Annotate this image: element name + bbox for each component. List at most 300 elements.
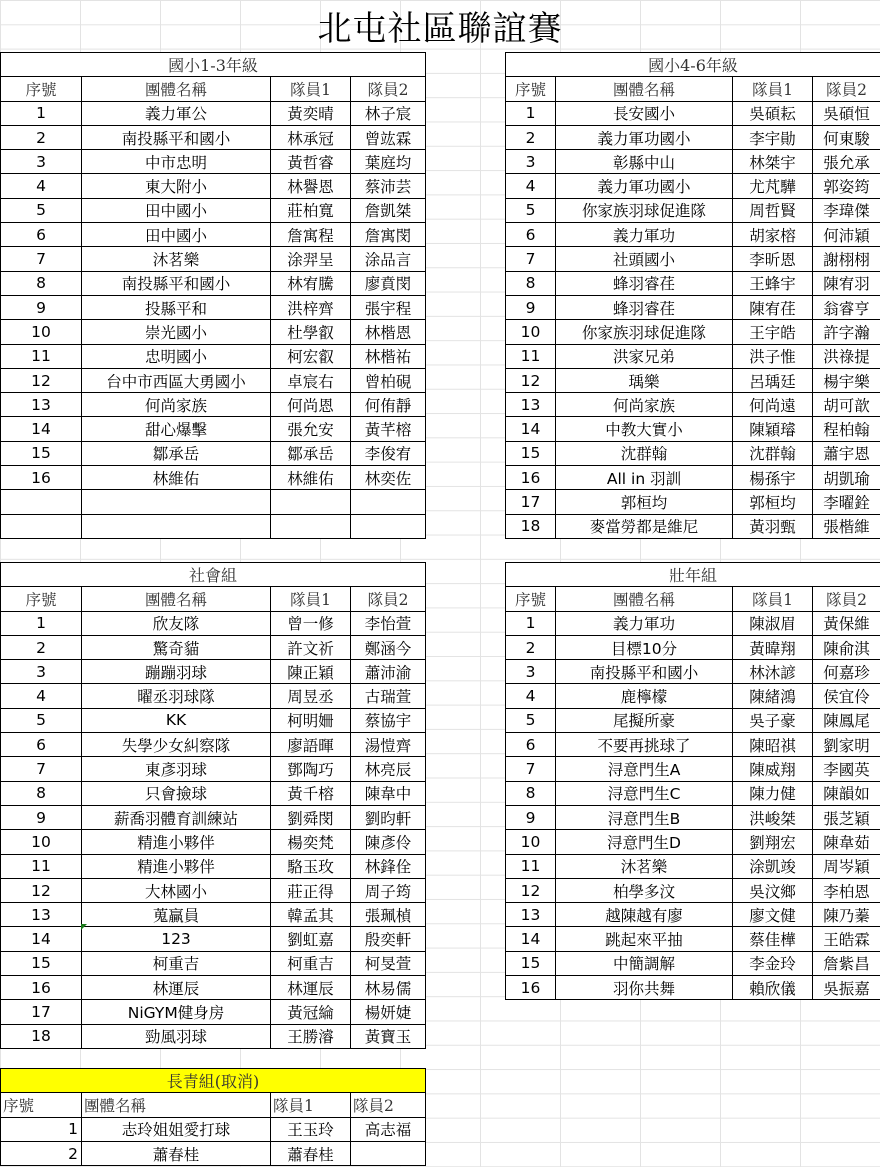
row-number: 12	[1, 878, 82, 902]
member-1: 洪子惟	[733, 344, 813, 368]
row-number: 4	[506, 174, 556, 198]
member-1: 胡家榕	[733, 223, 813, 247]
table-row	[506, 927, 880, 951]
row-number: 8	[506, 271, 556, 295]
header-row	[1, 587, 426, 611]
member-1: 涂羿呈	[271, 247, 351, 271]
table-row	[1, 830, 426, 854]
row-number: 15	[1, 951, 82, 975]
table-row	[506, 223, 880, 247]
group-title: 國小1-3年級	[1, 53, 426, 77]
row-number: 14	[506, 417, 556, 441]
row-number: 5	[506, 708, 556, 732]
team-name: 何尚家族	[82, 393, 271, 417]
member-1: 韓孟其	[271, 903, 351, 927]
table-title-row	[1, 53, 426, 77]
team-name: 義力軍功	[556, 611, 733, 635]
row-number: 14	[1, 417, 82, 441]
member2-header: 隊員2	[351, 77, 426, 101]
member-1: 周昱丞	[271, 684, 351, 708]
row-number: 1	[1, 1117, 82, 1141]
member-2: 何沛穎	[813, 223, 880, 247]
team-name: 沐茗樂	[556, 854, 733, 878]
team-name: 不要再挑球了	[556, 733, 733, 757]
table-row	[1, 1117, 426, 1141]
member-1: 吳子豪	[733, 708, 813, 732]
table-row	[1, 878, 426, 902]
team-name: 社頭國小	[556, 247, 733, 271]
team-name: 失學少女糾察隊	[82, 733, 271, 757]
table-row	[506, 951, 880, 975]
row-number: 16	[1, 976, 82, 1000]
member-2: 張楷維	[813, 514, 880, 538]
member-2: 曾柏硯	[351, 368, 426, 392]
member2-header: 隊員2	[351, 1093, 426, 1117]
member-2: 許字瀚	[813, 320, 880, 344]
row-number: 10	[506, 320, 556, 344]
team-name: 洪家兄弟	[556, 344, 733, 368]
row-number: 8	[1, 781, 82, 805]
row-number: 13	[506, 393, 556, 417]
row-number: 13	[506, 903, 556, 927]
table-row	[506, 854, 880, 878]
table-row	[506, 393, 880, 417]
group-title: 壯年組	[506, 563, 880, 587]
empty-row	[1, 514, 426, 538]
table-row	[1, 805, 426, 829]
member-2: 何嘉珍	[813, 660, 880, 684]
row-number: 2	[1, 125, 82, 149]
team-name: 志玲姐姐愛打球	[82, 1117, 271, 1141]
empty-row	[1, 490, 426, 514]
member-1: 廖文健	[733, 903, 813, 927]
member-2: 林楷祐	[351, 344, 426, 368]
row-number: 5	[1, 198, 82, 222]
row-number: 1	[1, 101, 82, 125]
team-name: 只會撿球	[82, 781, 271, 805]
member-2: 古瑞萱	[351, 684, 426, 708]
row-number: 16	[506, 976, 556, 1000]
row-number: 9	[506, 295, 556, 319]
team-header: 團體名稱	[82, 77, 271, 101]
team-name: 浔意門生D	[556, 830, 733, 854]
table-row	[506, 368, 880, 392]
grade-4-6-table	[505, 52, 880, 539]
member-2: 李瑋傑	[813, 198, 880, 222]
table-row	[506, 320, 880, 344]
table-row	[506, 903, 880, 927]
table-row	[1, 951, 426, 975]
empty-cell	[271, 514, 351, 538]
table-row	[1, 708, 426, 732]
row-number: 7	[1, 247, 82, 271]
member-1: 郭桓均	[733, 490, 813, 514]
member-1: 呂瑀廷	[733, 368, 813, 392]
table-row	[506, 781, 880, 805]
team-header: 團體名稱	[556, 587, 733, 611]
no-header: 序號	[506, 77, 556, 101]
empty-cell	[1, 490, 82, 514]
member-2: 吳碩恒	[813, 101, 880, 125]
row-number: 6	[1, 733, 82, 757]
member-2: 張允承	[813, 150, 880, 174]
member-1: 陳緒鴻	[733, 684, 813, 708]
row-number: 17	[506, 490, 556, 514]
member-1: 劉翔宏	[733, 830, 813, 854]
team-name: 義力軍功國小	[556, 125, 733, 149]
row-number: 11	[506, 854, 556, 878]
member-2: 林易儒	[351, 976, 426, 1000]
team-name: 東彥羽球	[82, 757, 271, 781]
table-row	[1, 684, 426, 708]
table-row	[1, 466, 426, 490]
table-row	[1, 125, 426, 149]
team-name: 瑀樂	[556, 368, 733, 392]
table-row	[506, 466, 880, 490]
table-row	[1, 223, 426, 247]
member-1: 林運辰	[271, 976, 351, 1000]
member-1: 陳威翔	[733, 757, 813, 781]
row-number: 15	[1, 441, 82, 465]
team-name: 浔意門生B	[556, 805, 733, 829]
row-number: 12	[1, 368, 82, 392]
team-name: 你家族羽球促進隊	[556, 198, 733, 222]
no-header: 序號	[506, 587, 556, 611]
member-1: 蕭春桂	[271, 1141, 351, 1165]
group-title: 社會組	[1, 563, 426, 587]
row-number: 7	[506, 247, 556, 271]
member-2: 陳俞淇	[813, 635, 880, 659]
member-1: 洪梓齊	[271, 295, 351, 319]
row-number: 13	[1, 903, 82, 927]
team-name: 你家族羽球促進隊	[556, 320, 733, 344]
row-number: 18	[1, 1024, 82, 1048]
member-1: 陳正穎	[271, 660, 351, 684]
table-row	[1, 1024, 426, 1048]
member-2: 林鋒佺	[351, 854, 426, 878]
table-row	[1, 660, 426, 684]
table-row	[506, 417, 880, 441]
member-2: 蕭沛渝	[351, 660, 426, 684]
empty-cell	[271, 490, 351, 514]
row-number: 12	[506, 878, 556, 902]
member-2: 李怡萱	[351, 611, 426, 635]
team-name: 東大附小	[82, 174, 271, 198]
member-1: 涂凱竣	[733, 854, 813, 878]
row-number: 2	[1, 1141, 82, 1165]
member-2: 劉昀軒	[351, 805, 426, 829]
member-2: 詹凱桀	[351, 198, 426, 222]
member-2: 陳彥伶	[351, 830, 426, 854]
row-number: 10	[1, 830, 82, 854]
member-1: 何尚遠	[733, 393, 813, 417]
table-row	[1, 733, 426, 757]
member-1: 林沐諺	[733, 660, 813, 684]
table-row	[1, 368, 426, 392]
member-2: 陳韋茹	[813, 830, 880, 854]
empty-cell	[351, 490, 426, 514]
team-name: 沈群翰	[556, 441, 733, 465]
member-2: 黃芊榕	[351, 417, 426, 441]
member-2: 柯旻萱	[351, 951, 426, 975]
table-row	[1, 757, 426, 781]
member-2: 陳鳳尾	[813, 708, 880, 732]
table-row	[1, 976, 426, 1000]
row-number: 11	[506, 344, 556, 368]
table-row	[506, 976, 880, 1000]
member-2: 林亮辰	[351, 757, 426, 781]
member-2: 李曜銓	[813, 490, 880, 514]
table-title-row	[506, 53, 880, 77]
table-row	[1, 150, 426, 174]
senior-table	[0, 1068, 426, 1166]
table-row	[1, 101, 426, 125]
member-2: 陳宥羽	[813, 271, 880, 295]
table-row	[506, 490, 880, 514]
team-name: 蜂羽睿荏	[556, 295, 733, 319]
member-1: 楊奕梵	[271, 830, 351, 854]
member1-header: 隊員1	[271, 587, 351, 611]
team-name: 鄒承岳	[82, 441, 271, 465]
member-1: 林宥騰	[271, 271, 351, 295]
row-number: 12	[506, 368, 556, 392]
member-1: 何尚恩	[271, 393, 351, 417]
member-2: 楊妍婕	[351, 1000, 426, 1024]
member-2: 張珮楨	[351, 903, 426, 927]
member-2: 林楷恩	[351, 320, 426, 344]
row-number: 3	[1, 150, 82, 174]
team-name: 投縣平和	[82, 295, 271, 319]
member-1: 廖語暉	[271, 733, 351, 757]
team-name: 田中國小	[82, 223, 271, 247]
row-number: 5	[1, 708, 82, 732]
member-1: 王宇皓	[733, 320, 813, 344]
member-1: 沈群翰	[733, 441, 813, 465]
team-name: 甜心爆擊	[82, 417, 271, 441]
member-2: 侯宜伶	[813, 684, 880, 708]
team-name: 義力軍功國小	[556, 174, 733, 198]
member-2	[351, 1141, 426, 1165]
table-row	[506, 757, 880, 781]
row-number: 11	[1, 854, 82, 878]
team-name: 郭桓均	[556, 490, 733, 514]
team-name: 林維佑	[82, 466, 271, 490]
member1-header: 隊員1	[271, 77, 351, 101]
team-header: 團體名稱	[556, 77, 733, 101]
member-1: 洪峻桀	[733, 805, 813, 829]
team-name: 柏學多汶	[556, 878, 733, 902]
team-name: 彰縣中山	[556, 150, 733, 174]
row-number: 6	[506, 223, 556, 247]
team-name: 南投縣平和國小	[82, 271, 271, 295]
table-row	[1, 295, 426, 319]
team-name: 長安國小	[556, 101, 733, 125]
member-1: 鄧陶巧	[271, 757, 351, 781]
row-number: 16	[506, 466, 556, 490]
member-2: 李俊宥	[351, 441, 426, 465]
member-1: 曾一修	[271, 611, 351, 635]
member1-header: 隊員1	[733, 587, 813, 611]
member-2: 涂品言	[351, 247, 426, 271]
table-row	[1, 635, 426, 659]
member-1: 黃哲睿	[271, 150, 351, 174]
team-name: 精進小夥伴	[82, 830, 271, 854]
table-row	[1, 611, 426, 635]
page-title: 北屯社區聯誼賽	[317, 9, 563, 49]
team-name: 何尚家族	[556, 393, 733, 417]
team-header: 團體名稱	[82, 587, 271, 611]
row-number: 14	[506, 927, 556, 951]
member-1: 駱玉玫	[271, 854, 351, 878]
member-2: 陳韻如	[813, 781, 880, 805]
member-2: 周岑穎	[813, 854, 880, 878]
row-number: 1	[506, 611, 556, 635]
member-2: 詹紫昌	[813, 951, 880, 975]
member-1: 莊正得	[271, 878, 351, 902]
table-row	[506, 344, 880, 368]
table-title-row	[1, 563, 426, 587]
member2-header: 隊員2	[813, 587, 880, 611]
member-2: 蔡沛芸	[351, 174, 426, 198]
table-row	[506, 733, 880, 757]
table-row	[1, 1141, 426, 1165]
table-row	[506, 660, 880, 684]
member-1: 林承冠	[271, 125, 351, 149]
row-number: 6	[506, 733, 556, 757]
empty-cell	[1, 514, 82, 538]
member-2: 李國英	[813, 757, 880, 781]
table-row	[1, 854, 426, 878]
row-number: 16	[1, 466, 82, 490]
empty-cell	[351, 514, 426, 538]
team-name: KK	[82, 708, 271, 732]
row-number: 8	[1, 271, 82, 295]
row-number: 9	[1, 295, 82, 319]
table-row	[506, 174, 880, 198]
table-row	[506, 684, 880, 708]
team-name: 蒐贏員	[82, 903, 271, 927]
member-2: 楊宇樂	[813, 368, 880, 392]
member-1: 吳汶鄉	[733, 878, 813, 902]
member-2: 陳乃蓁	[813, 903, 880, 927]
table-row	[506, 805, 880, 829]
row-number: 15	[506, 951, 556, 975]
row-number: 4	[1, 174, 82, 198]
team-name: 蜂羽睿荏	[556, 271, 733, 295]
row-number: 3	[1, 660, 82, 684]
member-1: 陳力健	[733, 781, 813, 805]
row-number: 3	[506, 150, 556, 174]
team-name: 沐茗樂	[82, 247, 271, 271]
table-row	[506, 125, 880, 149]
member-1: 陳穎璿	[733, 417, 813, 441]
row-number: 13	[1, 393, 82, 417]
row-number: 15	[506, 441, 556, 465]
member-1: 李金玲	[733, 951, 813, 975]
table-row	[506, 441, 880, 465]
group-title: 國小4-6年級	[506, 53, 880, 77]
team-name: 南投縣平和國小	[82, 125, 271, 149]
team-name: 忠明國小	[82, 344, 271, 368]
member-1: 陳宥荏	[733, 295, 813, 319]
group-title: 長青組(取消)	[1, 1069, 426, 1093]
team-name: 田中國小	[82, 198, 271, 222]
row-number: 9	[1, 805, 82, 829]
member-2: 郭姿筠	[813, 174, 880, 198]
table-title-row	[1, 1069, 426, 1093]
member-2: 吳振嘉	[813, 976, 880, 1000]
table-row	[1, 174, 426, 198]
row-number: 4	[506, 684, 556, 708]
team-name: 中市忠明	[82, 150, 271, 174]
team-name: 123	[82, 927, 271, 951]
team-name: NiGYM健身房	[82, 1000, 271, 1024]
table-row	[506, 198, 880, 222]
member-2: 廖賁閔	[351, 271, 426, 295]
member-2: 蔡協宇	[351, 708, 426, 732]
team-name: 鹿檸檬	[556, 684, 733, 708]
table-row	[506, 830, 880, 854]
team-name: 勁風羽球	[82, 1024, 271, 1048]
team-name: 崇光國小	[82, 320, 271, 344]
table-row	[506, 635, 880, 659]
member-1: 詹寓程	[271, 223, 351, 247]
row-number: 14	[1, 927, 82, 951]
table-row	[1, 441, 426, 465]
member-1: 柯明姍	[271, 708, 351, 732]
member-1: 莊柏寬	[271, 198, 351, 222]
adult-table	[505, 562, 880, 1000]
table-row	[506, 150, 880, 174]
row-number: 2	[506, 635, 556, 659]
member-2: 張芝穎	[813, 805, 880, 829]
member-1: 林桀宇	[733, 150, 813, 174]
member-2: 蕭宇恩	[813, 441, 880, 465]
table-row	[506, 295, 880, 319]
member-1: 蔡佳樺	[733, 927, 813, 951]
member-1: 周哲賢	[733, 198, 813, 222]
header-row	[1, 77, 426, 101]
team-name: 浔意門生A	[556, 757, 733, 781]
member-1: 林譽恩	[271, 174, 351, 198]
team-name: 中教大實小	[556, 417, 733, 441]
table-title-row	[506, 563, 880, 587]
member-1: 許文祈	[271, 635, 351, 659]
member-1: 黃暐翔	[733, 635, 813, 659]
member1-header: 隊員1	[271, 1093, 351, 1117]
row-number: 10	[506, 830, 556, 854]
member-2: 王皓霖	[813, 927, 880, 951]
member-2: 林子宸	[351, 101, 426, 125]
team-name: 精進小夥伴	[82, 854, 271, 878]
row-number: 1	[1, 611, 82, 635]
table-row	[506, 271, 880, 295]
team-name: All in 羽訓	[556, 466, 733, 490]
member-1: 柯宏叡	[271, 344, 351, 368]
member-1: 楊孫宇	[733, 466, 813, 490]
row-number: 2	[1, 635, 82, 659]
table-row	[506, 101, 880, 125]
table-row	[506, 611, 880, 635]
member-1: 王玉玲	[271, 1117, 351, 1141]
member-1: 柯重吉	[271, 951, 351, 975]
member-1: 劉舜閔	[271, 805, 351, 829]
member-2: 葉庭均	[351, 150, 426, 174]
row-number: 2	[506, 125, 556, 149]
member-1: 陳淑眉	[733, 611, 813, 635]
member-2: 張宇程	[351, 295, 426, 319]
member-1: 張允安	[271, 417, 351, 441]
